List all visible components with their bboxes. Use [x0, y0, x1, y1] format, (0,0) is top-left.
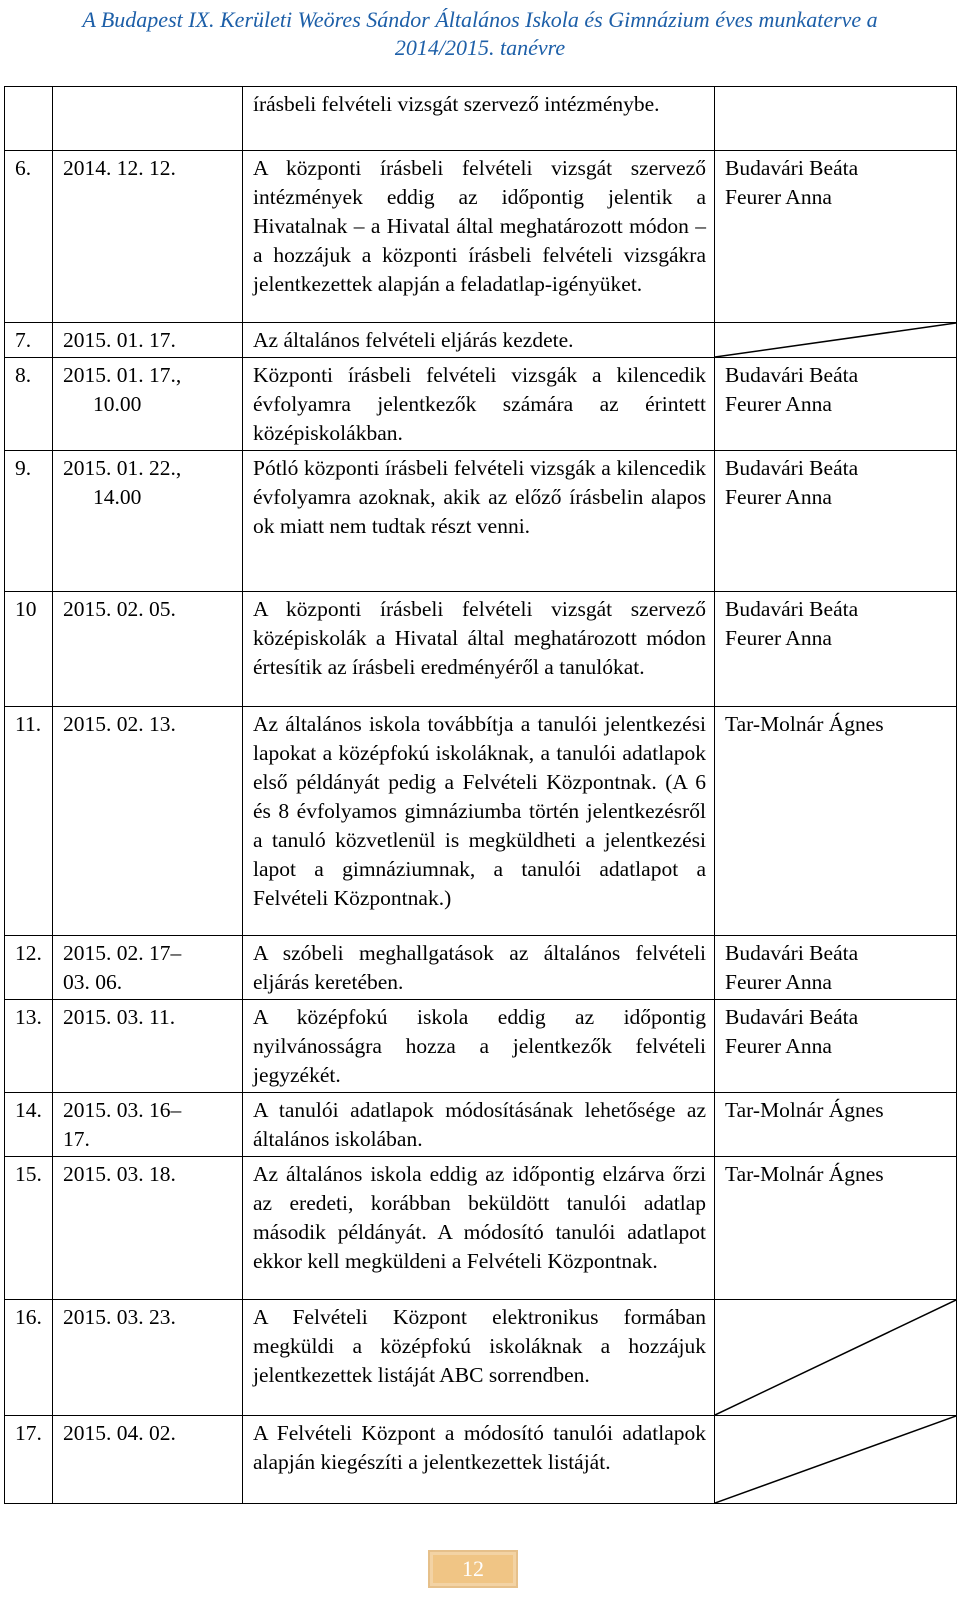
row-responsible — [715, 592, 957, 707]
row-text: A szóbeli meghallgatások az általános felvételi eljárás keretében. — [243, 936, 715, 1000]
row-text: A központi írásbeli felvételi vizsgát szervező intézmények eddig az időpontig jelentik a Hivatalnak – a Hivatal által meghatározott módon – a hozzájuk a központi írásbeli felvételi vizsgákra jelentkezettek alapján a feladatlap-igényüket. — [243, 151, 715, 323]
table-row — [5, 1000, 957, 1093]
diagonal-strike — [715, 1300, 956, 1415]
diagonal-strike — [715, 323, 956, 357]
row-number: 10 — [5, 592, 53, 707]
row-responsible-empty — [715, 323, 957, 358]
row-date: 2015. 01. 17., 10.00 — [53, 358, 243, 451]
row-text: A tanulói adatlapok módosításának lehetősége az általános iskolában. — [243, 1093, 715, 1157]
row-responsible — [715, 1000, 957, 1093]
table-row — [5, 592, 957, 707]
row-number: 6. — [5, 151, 53, 323]
diagonal-strike — [715, 1416, 956, 1503]
row-responsible-empty — [715, 1416, 957, 1504]
table-row — [5, 936, 957, 1000]
responsible-name: Tar-Molnár Ágnes — [725, 1098, 884, 1122]
responsible-name: Feurer Anna — [725, 1034, 832, 1058]
row-date: 2015. 02. 05. — [53, 592, 243, 707]
row-date: 2015. 03. 18. — [53, 1157, 243, 1300]
row-responsible — [715, 707, 957, 936]
row-date: 2015. 01. 22., 14.00 — [53, 451, 243, 592]
table-row — [5, 1300, 957, 1416]
table-row — [5, 707, 957, 936]
row-responsible — [715, 1093, 957, 1157]
row-text: A középfokú iskola eddig az időpontig nyilvánosságra hozza a jelentkezők felvételi jegyzékét. — [243, 1000, 715, 1093]
row-text: Az általános iskola továbbítja a tanulói jelentkezési lapokat a középfokú iskoláknak, a tanulói adatlapok első példányát pedig a Felvételi Központnak. (A 6 és 8 évfolyamos gimnáziumba történ jelentkezésről a tanuló közvetlenül is megküldheti a jelentkezési lapot a gimnáziumnak, a tanulói adatlapot a Felvételi Központnak.) — [243, 707, 715, 936]
row-responsible — [715, 151, 957, 323]
row-text: A központi írásbeli felvételi vizsgát szervező középiskolák a Hivatal által meghatározott módon értesítik az írásbeli eredményéről a tanulókat. — [243, 592, 715, 707]
table-row — [5, 358, 957, 451]
row-date: 2014. 12. 12. — [53, 151, 243, 323]
responsible-name: Tar-Molnár Ágnes — [725, 712, 884, 736]
row-text: A Felvételi Központ elektronikus formában megküldi a középfokú iskoláknak a hozzájuk jelentkezettek listáját ABC sorrendben. — [243, 1300, 715, 1416]
responsible-name: Feurer Anna — [725, 626, 832, 650]
row-number: 11. — [5, 707, 53, 936]
table-row — [5, 1093, 957, 1157]
header-line-1: A Budapest IX. Kerületi Weöres Sándor Általános Iskola és Gimnázium éves munkaterve a — [82, 7, 878, 32]
row-date: 2015. 04. 02. — [53, 1416, 243, 1504]
row-date — [53, 87, 243, 151]
responsible-name: Feurer Anna — [725, 185, 832, 209]
row-responsible — [715, 1157, 957, 1300]
table-row — [5, 151, 957, 323]
row-number: 16. — [5, 1300, 53, 1416]
responsible-name: Budavári Beáta — [725, 941, 859, 965]
row-text: Központi írásbeli felvételi vizsgák a kilencedik évfolyamra jelentkezők számára az érintett középiskolákban. — [243, 358, 715, 451]
header-line-2: 2014/2015. tanévre — [394, 35, 566, 60]
table-row — [5, 451, 957, 592]
row-responsible — [715, 87, 957, 151]
table-row — [5, 323, 957, 358]
responsible-name: Tar-Molnár Ágnes — [725, 1162, 884, 1186]
table-row — [5, 1416, 957, 1504]
responsible-name: Budavári Beáta — [725, 363, 859, 387]
row-text: írásbeli felvételi vizsgát szervező intézménybe. — [243, 87, 715, 151]
table-row — [5, 1157, 957, 1300]
row-responsible — [715, 451, 957, 592]
responsible-name: Budavári Beáta — [725, 597, 859, 621]
row-text: Az általános felvételi eljárás kezdete. — [243, 323, 715, 358]
table-row — [5, 87, 957, 151]
responsible-name: Budavári Beáta — [725, 1005, 859, 1029]
row-text: Az általános iskola eddig az időpontig elzárva őrzi az eredeti, korábban beküldött tanulói adatlap második példányát. A módosító tanulói adatlapot ekkor kell megküldeni a Felvételi Központnak. — [243, 1157, 715, 1300]
row-responsible — [715, 358, 957, 451]
row-date: 2015. 01. 17. — [53, 323, 243, 358]
row-date: 2015. 03. 11. — [53, 1000, 243, 1093]
responsible-name: Feurer Anna — [725, 485, 832, 509]
page-number-badge — [428, 1550, 518, 1588]
responsible-name: Feurer Anna — [725, 392, 832, 416]
row-number: 9. — [5, 451, 53, 592]
row-responsible-empty — [715, 1300, 957, 1416]
responsible-name: Budavári Beáta — [725, 456, 859, 480]
responsible-name: Budavári Beáta — [725, 156, 859, 180]
row-number: 7. — [5, 323, 53, 358]
page-header — [0, 6, 960, 62]
row-date: 2015. 03. 16– 17. — [53, 1093, 243, 1157]
row-number: 14. — [5, 1093, 53, 1157]
row-date: 2015. 03. 23. — [53, 1300, 243, 1416]
page-number: 12 — [462, 1556, 484, 1581]
row-number — [5, 87, 53, 151]
row-date: 2015. 02. 17– 03. 06. — [53, 936, 243, 1000]
row-number: 17. — [5, 1416, 53, 1504]
row-number: 12. — [5, 936, 53, 1000]
schedule-table — [4, 86, 957, 1504]
row-number: 13. — [5, 1000, 53, 1093]
row-date: 2015. 02. 13. — [53, 707, 243, 936]
responsible-name: Feurer Anna — [725, 970, 832, 994]
row-text: A Felvételi Központ a módosító tanulói adatlapok alapján kiegészíti a jelentkezettek listáját. — [243, 1416, 715, 1504]
row-number: 15. — [5, 1157, 53, 1300]
row-responsible — [715, 936, 957, 1000]
row-text: Pótló központi írásbeli felvételi vizsgák a kilencedik évfolyamra azoknak, akik az előző írásbelin alapos ok miatt nem tudtak részt venni. — [243, 451, 715, 592]
row-number: 8. — [5, 358, 53, 451]
